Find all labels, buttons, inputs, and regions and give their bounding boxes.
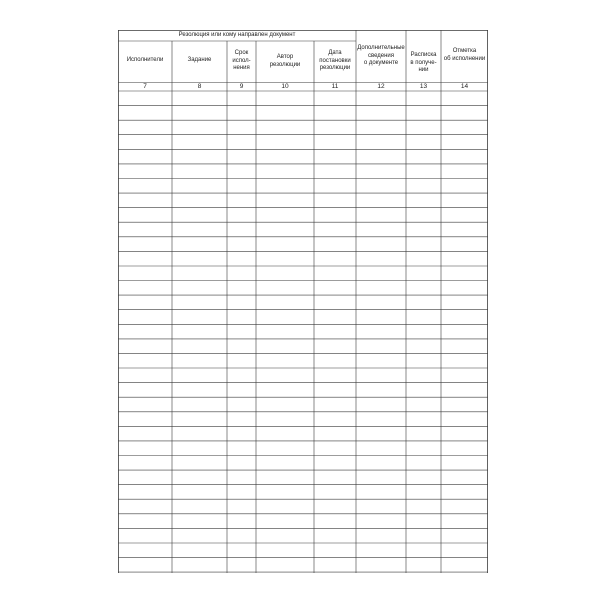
column-header-additional-info: Дополнительные сведения о документе bbox=[357, 45, 405, 66]
column-number-7: 7 bbox=[143, 83, 147, 90]
column-number-12: 12 bbox=[377, 83, 385, 90]
column-header-execution-mark: Отметка об исполнении bbox=[443, 48, 486, 62]
column-header-executors: Исполнители bbox=[126, 57, 164, 63]
resolution-form bbox=[118, 30, 488, 573]
column-number-14: 14 bbox=[460, 83, 469, 90]
column-number-10: 10 bbox=[281, 83, 289, 90]
table-row-lines bbox=[118, 106, 488, 572]
column-header-resolution-author: Автор резолюции bbox=[269, 54, 301, 68]
column-number-11: 11 bbox=[331, 83, 339, 90]
column-number-9: 9 bbox=[239, 83, 244, 90]
grid-lines bbox=[118, 30, 488, 573]
column-header-task: Задание bbox=[187, 57, 212, 63]
column-number-8: 8 bbox=[197, 83, 202, 90]
column-number-13: 13 bbox=[419, 83, 428, 90]
column-header-receipt: Расписка в получе- нии bbox=[410, 52, 437, 73]
form-grid bbox=[118, 30, 488, 573]
column-header-resolution-date: Дата постановки резолюции bbox=[319, 50, 351, 71]
column-header-deadline: Срок испол- нения bbox=[232, 50, 251, 71]
group-header-resolution: Резолюция или кому направлен документ bbox=[178, 32, 296, 38]
